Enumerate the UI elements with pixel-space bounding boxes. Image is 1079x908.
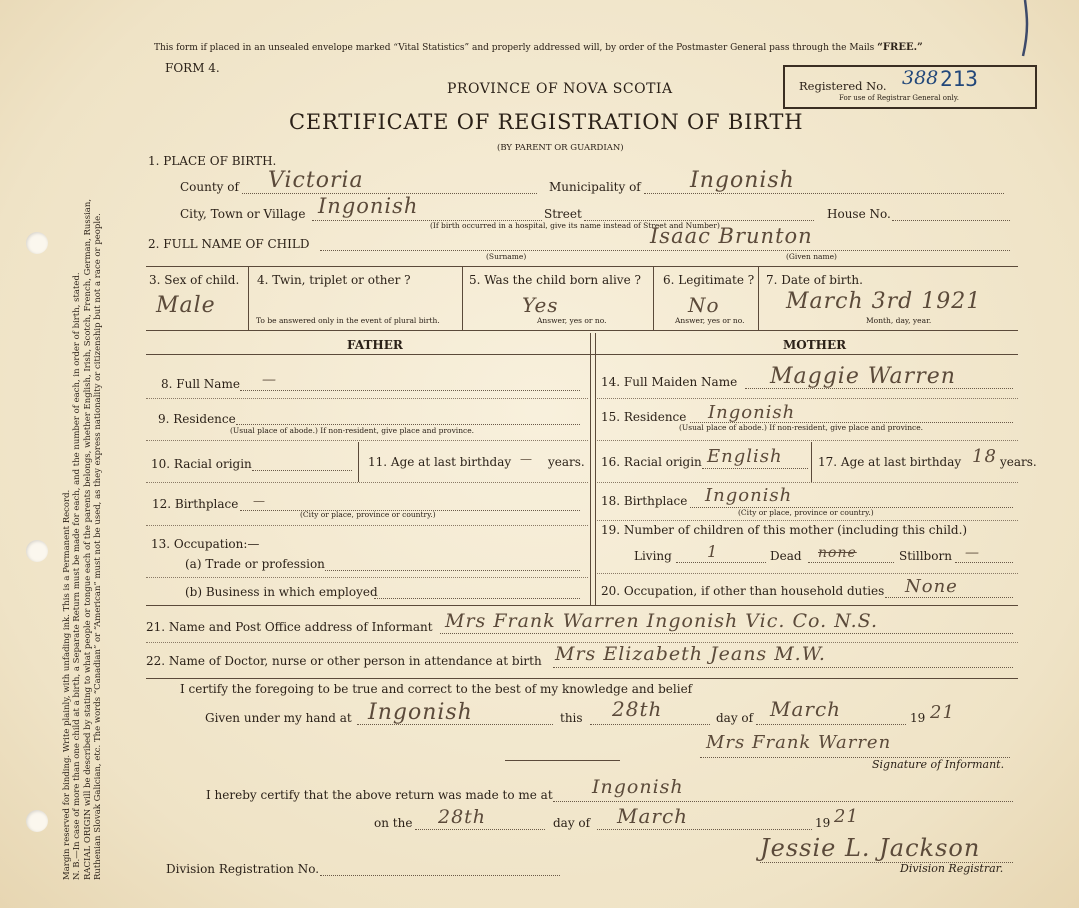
mother-occupation-value: None <box>905 576 958 597</box>
municipality-line <box>644 193 1004 194</box>
born-alive-value: Yes <box>522 293 559 317</box>
parents-divider <box>595 333 596 605</box>
mother-stillborn-value: — <box>965 545 980 561</box>
row-rule <box>146 482 588 483</box>
informant-label: 21. Name and Post Office address of Informant <box>146 620 433 634</box>
street-label: Street <box>544 207 582 221</box>
province-heading: PROVINCE OF NOVA SCOTIA <box>447 81 673 97</box>
father-birthplace-note: (City or place, province or country.) <box>300 510 436 519</box>
page-title: CERTIFICATE OF REGISTRATION OF BIRTH <box>289 110 804 134</box>
given-year-prefix: 19 <box>910 711 926 725</box>
certify-statement: I certify the foregoing to be true and correct to the best of my knowledge and belief <box>180 682 693 696</box>
signature-separator <box>505 760 620 761</box>
row3-divider <box>248 266 249 330</box>
age-divider <box>811 442 812 482</box>
registrar-year-value: 21 <box>834 806 859 827</box>
mother-residence-note: (Usual place of abode.) If non-resident, give place and province. <box>679 423 924 432</box>
surname-caption: (Surname) <box>486 252 527 261</box>
margin-note: Ruthenian Slovak Galician, etc. The words “Canadian” or “American” must not be used, as they express nationality or citizenship but not a race or people. <box>92 213 103 880</box>
registrar-use-note: For use of Registrar General only. <box>839 94 959 102</box>
margin-notes <box>62 199 103 880</box>
informant-value: Mrs Frank Warren Ingonish Vic. Co. N.S. <box>445 610 879 632</box>
age-divider <box>358 442 359 482</box>
city-value: Ingonish <box>318 194 419 218</box>
legitimate-value: No <box>688 293 720 317</box>
doctor-line <box>553 667 1013 668</box>
sex-value: Male <box>156 293 216 318</box>
informant-signature-caption: Signature of Informant. <box>872 758 1005 771</box>
punch-hole-top <box>26 232 48 254</box>
child-name-line <box>320 250 1010 251</box>
father-racial-line <box>252 470 352 471</box>
house-label: House No. <box>827 207 891 221</box>
informant-signature: Mrs Frank Warren <box>706 732 892 753</box>
legitimate-note: Answer, yes or no. <box>675 316 745 325</box>
father-birthplace-value: — <box>253 494 266 508</box>
father-trade-label: (a) Trade or profession <box>185 557 325 571</box>
mother-age-label: 17. Age at last birthday <box>818 455 962 469</box>
registrar-day-value: 28th <box>438 806 487 828</box>
father-business-line <box>374 598 580 599</box>
registrar-place-value: Ingonish <box>592 776 684 798</box>
registrar-year-prefix: 19 <box>815 816 831 830</box>
child-name-value: Isaac Brunton <box>650 224 813 248</box>
father-name-label: 8. Full Name <box>161 377 240 391</box>
mother-birthplace-value: Ingonish <box>705 485 793 506</box>
given-day-of-label: day of <box>716 711 754 725</box>
registrar-month-value: March <box>617 804 689 828</box>
county-label: County of <box>180 180 239 194</box>
doctor-label: 22. Name of Doctor, nurse or other person in attendance at birth <box>146 654 542 668</box>
mother-living-label: Living <box>634 549 672 563</box>
margin-note: Margin reserved for binding. Write plainly, with unfading ink. This is a Permanent Record. <box>62 489 72 880</box>
twin-label: 4. Twin, triplet or other ? <box>257 273 411 287</box>
doctor-value: Mrs Elizabeth Jeans M.W. <box>555 643 826 665</box>
informant-line <box>440 633 1013 634</box>
form-number: FORM 4. <box>165 61 220 75</box>
parents-bottom-rule <box>146 605 1018 606</box>
father-racial-label: 10. Racial origin <box>151 457 252 471</box>
mother-stillborn-line <box>955 562 1013 563</box>
parents-divider <box>590 333 591 605</box>
father-age-label: 11. Age at last birthday <box>368 455 512 469</box>
row-rule <box>597 573 1018 574</box>
mother-heading: MOTHER <box>783 338 847 352</box>
date-of-birth-value: March 3rd 1921 <box>786 289 982 314</box>
mother-dead-value: none <box>818 545 857 561</box>
mother-children-label: 19. Number of children of this mother (including this child.) <box>601 523 968 537</box>
row3-divider <box>462 266 463 330</box>
mail-note: This form if placed in an unsealed envelope marked “Vital Statistics” and properly addressed will, by order of the Postmaster General pass through the Mails “FREE.” <box>154 42 923 53</box>
row-rule <box>597 440 1018 441</box>
father-birthplace-label: 12. Birthplace <box>152 497 239 511</box>
mother-residence-value: Ingonish <box>708 402 796 423</box>
registrar-signature: Jessie L. Jackson <box>760 834 981 862</box>
given-place-value: Ingonish <box>368 700 473 725</box>
date-of-birth-label: 7. Date of birth. <box>766 273 863 287</box>
mother-age-value: 18 <box>972 446 997 467</box>
mother-living-line <box>676 562 766 563</box>
given-this-label: this <box>560 711 583 725</box>
father-trade-line <box>325 570 580 571</box>
house-line <box>892 220 1010 221</box>
born-alive-label: 5. Was the child born alive ? <box>469 273 641 287</box>
registered-number-box <box>783 65 1037 109</box>
parents-heading-rule <box>146 354 1018 355</box>
father-name-value: — <box>262 372 277 388</box>
row-rule <box>597 482 1018 483</box>
city-label: City, Town or Village <box>180 207 306 221</box>
registrar-month-line <box>597 829 812 830</box>
mother-racial-label: 16. Racial origin <box>601 455 702 469</box>
row3-divider <box>758 266 759 330</box>
registrar-signature-caption: Division Registrar. <box>900 862 1004 875</box>
father-residence-note: (Usual place of abode.) If non-resident, give place and province. <box>230 426 475 435</box>
municipality-label: Municipality of <box>549 180 641 194</box>
mother-maiden-value: Maggie Warren <box>770 364 956 389</box>
pen-stroke-mark <box>1005 0 1035 60</box>
legitimate-label: 6. Legitimate ? <box>663 273 755 287</box>
mother-occupation-label: 20. Occupation, if other than household duties <box>601 584 885 598</box>
row3-bottom-rule <box>146 330 1018 331</box>
father-business-label: (b) Business in which employed <box>185 585 378 599</box>
row-rule <box>146 525 588 526</box>
margin-note: RACIAL ORIGIN will be described by stating to what people or tongue each of the parents belongs, whether English, Irish, Scotch, French, German, Russian, <box>82 198 93 880</box>
mother-racial-line <box>702 468 808 469</box>
mother-living-value: 1 <box>707 542 719 561</box>
margin-note: N. B.—In case of more than one child at a birth, a Separate Return must be made for each, and the number of each, in order of birth, stated. <box>72 272 83 880</box>
child-name-label: 2. FULL NAME OF CHILD <box>148 237 310 251</box>
division-registration-label: Division Registration No. <box>166 862 320 876</box>
registrar-statement: I hereby certify that the above return was made to me at <box>206 788 553 802</box>
doctor-bottom-rule <box>146 678 1018 679</box>
twin-note: To be answered only in the event of plural birth. <box>256 316 440 325</box>
registrar-day-line <box>415 829 545 830</box>
mother-maiden-label: 14. Full Maiden Name <box>601 375 738 389</box>
father-years-label: years. <box>548 455 585 469</box>
row-rule <box>146 440 588 441</box>
row3-top-rule <box>146 266 1018 267</box>
mother-stillborn-label: Stillborn <box>899 549 952 563</box>
mother-birthplace-note: (City or place, province or country.) <box>738 508 874 517</box>
mother-racial-value: English <box>707 446 783 467</box>
father-residence-line <box>236 424 580 425</box>
mother-years-label: years. <box>1000 455 1037 469</box>
registered-number-part-2: 213 <box>940 67 978 91</box>
municipality-value: Ingonish <box>690 168 795 193</box>
date-of-birth-note: Month, day, year. <box>866 316 932 325</box>
punch-hole-bottom <box>26 810 48 832</box>
mother-dead-line <box>808 562 894 563</box>
county-value: Victoria <box>268 168 364 193</box>
row-rule <box>597 398 1018 399</box>
page-subtitle: (BY PARENT OR GUARDIAN) <box>497 143 624 153</box>
given-label: Given under my hand at <box>205 711 352 725</box>
given-month-value: March <box>770 697 842 721</box>
mother-residence-label: 15. Residence <box>601 410 687 424</box>
mother-birthplace-label: 18. Birthplace <box>601 494 688 508</box>
hospital-note: (If birth occurred in a hospital, give its name instead of Street and Number) <box>430 221 720 230</box>
row-rule <box>597 520 1018 521</box>
mother-occupation-line <box>885 597 1013 598</box>
registrar-day-of-label: day of <box>553 816 591 830</box>
registrar-on-the-label: on the <box>374 816 413 830</box>
given-day-value: 28th <box>612 697 663 721</box>
father-age-value: — <box>520 452 533 466</box>
father-name-line <box>240 390 580 391</box>
row-rule <box>146 398 588 399</box>
punch-hole-middle <box>26 540 48 562</box>
sex-label: 3. Sex of child. <box>149 273 240 287</box>
mother-dead-label: Dead <box>770 549 802 563</box>
father-heading: FATHER <box>347 338 403 352</box>
born-alive-note: Answer, yes or no. <box>537 316 607 325</box>
registered-label: Registered No. <box>799 79 887 93</box>
division-registration-line <box>320 875 560 876</box>
place-of-birth-label: 1. PLACE OF BIRTH. <box>148 154 277 168</box>
given-day-line <box>590 724 710 725</box>
given-year-value: 21 <box>930 702 955 723</box>
father-residence-label: 9. Residence <box>158 412 236 426</box>
registrar-place-line <box>553 801 1013 802</box>
father-occupation-label: 13. Occupation:— <box>151 537 260 551</box>
registered-number-part-1: 388 <box>902 67 939 89</box>
row3-divider <box>653 266 654 330</box>
row-rule <box>146 577 588 578</box>
given-month-line <box>756 724 906 725</box>
given-name-caption: (Given name) <box>786 252 837 261</box>
